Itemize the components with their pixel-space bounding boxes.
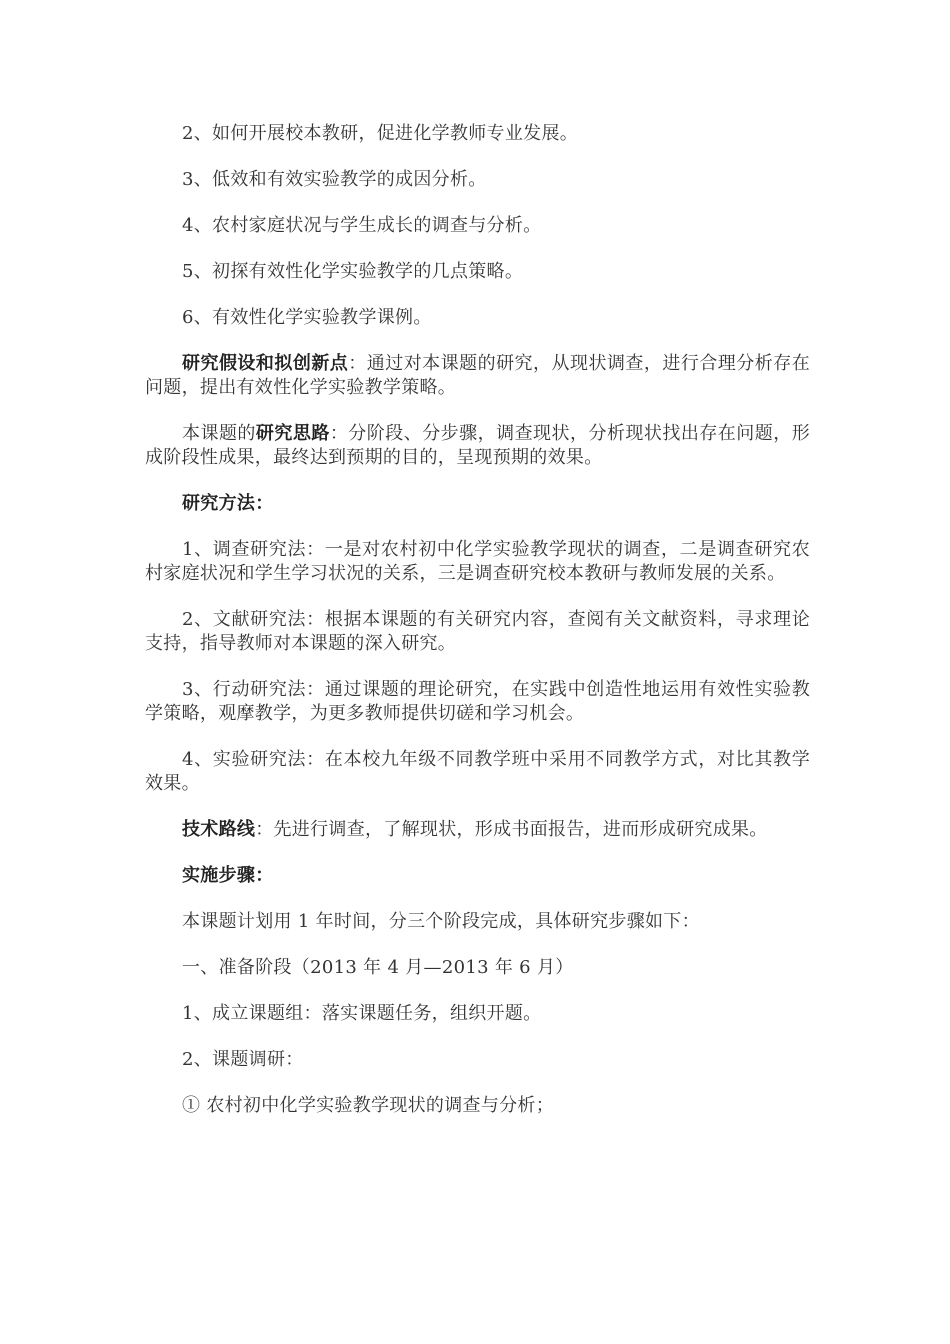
approach-prefix: 本课题的 (182, 423, 256, 444)
step-item: 1、成立课题组：落实课题任务，组织开题。 (182, 1003, 542, 1024)
list-item: 5、初探有效性化学实验教学的几点策略。 (182, 261, 524, 282)
step-item: 本课题计划用 1 年时间，分三个阶段完成，具体研究步骤如下： (182, 911, 700, 932)
method-item: 3、行动研究法：通过课题的理论研究，在实践中创造性地运用有效性实验教学策略，观摩教学，为更多教师提供切磋和学习机会。 (145, 679, 810, 724)
step-item: ① 农村初中化学实验教学现状的调查与分析； (182, 1095, 555, 1116)
document-page (145, 122, 810, 1140)
hypothesis-paragraph (145, 352, 810, 400)
list-item: 4、农村家庭状况与学生成长的调查与分析。 (182, 215, 542, 236)
methods-heading: 研究方法： (182, 493, 274, 514)
hypothesis-label: 研究假设和拟创新点 (182, 353, 349, 374)
list-item: 3、低效和有效实验教学的成因分析。 (182, 169, 487, 190)
route-text: ：先进行调查，了解现状，形成书面报告，进而形成研究成果。 (255, 819, 768, 840)
list-item: 2、如何开展校本教研，促进化学教师专业发展。 (182, 123, 579, 144)
hypothesis-text: ：通过对本课题的研究，从现状调查，进行合理分析存在问题，提出有效性化学实验教学策略。 (145, 353, 810, 398)
approach-paragraph (145, 422, 810, 470)
method-item: 4、实验研究法：在本校九年级不同教学班中采用不同教学方式，对比其教学效果。 (145, 749, 810, 794)
step-item: 2、课题调研： (182, 1049, 304, 1070)
approach-text: ：分阶段、分步骤，调查现状，分析现状找出存在问题，形成阶段性成果，最终达到预期的目的，呈现预期的效果。 (145, 423, 810, 468)
method-item: 1、调查研究法：一是对农村初中化学实验教学现状的调查，二是调查研究农村家庭状况和学生学习状况的关系，三是调查研究校本教研与教师发展的关系。 (145, 539, 810, 584)
route-label: 技术路线 (182, 819, 256, 840)
list-item: 6、有效性化学实验教学课例。 (182, 307, 432, 328)
step-item: 一、准备阶段（2013 年 4 月—2013 年 6 月） (182, 957, 574, 978)
route-paragraph (145, 818, 810, 842)
steps-heading: 实施步骤： (182, 865, 274, 886)
approach-label: 研究思路 (255, 423, 330, 444)
method-item: 2、文献研究法：根据本课题的有关研究内容，查阅有关文献资料，寻求理论支持，指导教师对本课题的深入研究。 (145, 609, 810, 654)
